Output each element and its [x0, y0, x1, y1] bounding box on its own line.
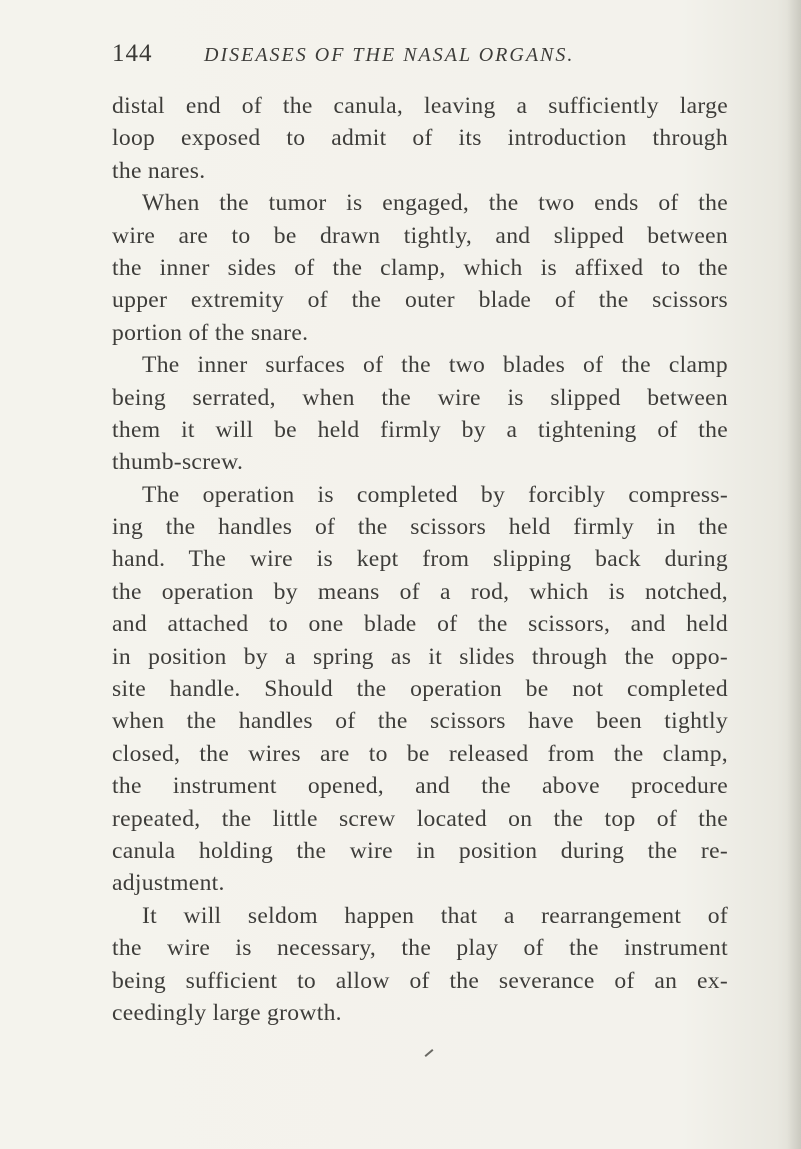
text-line: wire are to be drawn tightly, and slipped between: [112, 222, 728, 249]
text-line: The inner surfaces of the two blades of the clamp: [142, 352, 728, 379]
text-line: distal end of the canula, leaving a sufficiently large: [112, 93, 728, 119]
page-number: 144: [112, 40, 153, 67]
body-text: [112, 90, 728, 1029]
pencil-mark: [425, 1049, 434, 1057]
text-line: and attached to one blade of the scissors, and held: [112, 611, 728, 638]
text-line: adjustment.: [112, 870, 225, 897]
text-line: canula holding the wire in position during the re-: [112, 837, 728, 864]
page-header: [112, 40, 752, 76]
text-line: closed, the wires are to be released from the clamp,: [112, 740, 728, 767]
text-line: when the handles of the scissors have been tightly: [112, 708, 728, 735]
text-line: The operation is completed by forcibly compress-: [142, 481, 728, 508]
running-head: DISEASES OF THE NASAL ORGANS.: [204, 44, 575, 66]
text-line: repeated, the little screw located on the top of the: [112, 805, 728, 832]
page-edge-shadow: [787, 0, 801, 1149]
text-line: them it will be held firmly by a tightening of the: [112, 416, 728, 443]
text-line: portion of the snare.: [112, 319, 309, 346]
text-line: It will seldom happen that a rearrangement of: [142, 902, 728, 929]
text-line: being serrated, when the wire is slipped between: [112, 384, 728, 411]
text-line: being sufficient to allow of the severance of an ex-: [112, 967, 728, 994]
text-line: in position by a spring as it slides through the oppo-: [112, 643, 728, 670]
text-line: hand. The wire is kept from slipping back during: [112, 546, 728, 573]
text-line: the nares.: [112, 157, 206, 184]
text-line: the instrument opened, and the above procedure: [112, 773, 728, 800]
text-line: the operation by means of a rod, which is notched,: [112, 578, 728, 605]
text-line: ing the handles of the scissors held firmly in the: [112, 514, 728, 541]
text-line: thumb-screw.: [112, 449, 244, 476]
text-line: ceedingly large growth.: [112, 999, 342, 1026]
text-line: When the tumor is engaged, the two ends of the: [142, 190, 728, 217]
text-line: the inner sides of the clamp, which is affixed to the: [112, 254, 728, 281]
text-line: the wire is necessary, the play of the instrument: [112, 935, 728, 962]
text-line: site handle. Should the operation be not completed: [112, 676, 728, 703]
text-line: upper extremity of the outer blade of the scissors: [112, 287, 728, 314]
text-line: loop exposed to admit of its introduction through: [112, 125, 728, 152]
